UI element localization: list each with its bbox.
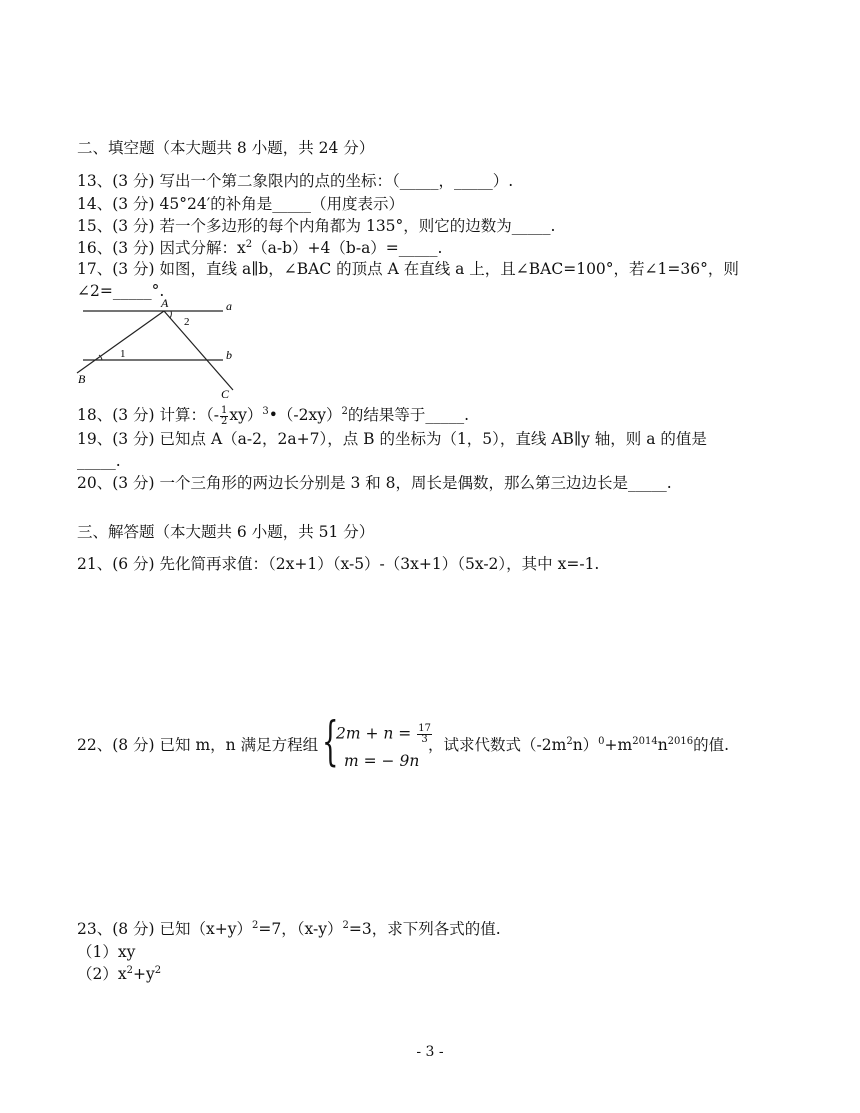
q23-text-a: 23、(8 分) 已知（x+y） <box>77 920 253 938</box>
q16-text-b: （a-b）+4（b-a）=_____. <box>252 239 443 257</box>
q22-sup2: 0 <box>598 736 605 747</box>
q22-text-b: ，试求代数式（-2m <box>428 736 567 754</box>
angle-2-arc <box>170 311 171 318</box>
label-2: 2 <box>184 316 190 328</box>
q18-text-d: 的结果等于_____. <box>347 406 470 424</box>
question-18 <box>77 405 469 427</box>
q23-p2-text-b: +y <box>132 965 155 983</box>
q22-text-e: n <box>657 736 668 754</box>
section-3-heading: 三、解答题（本大题共 6 小题，共 51 分） <box>77 523 375 541</box>
question-16 <box>77 238 442 258</box>
q23-text-b: =7，（x-y） <box>258 920 343 938</box>
question-15: 15、(3 分) 若一个多边形的每个内角都为 135°，则它的边数为_____. <box>77 217 556 235</box>
q22-sup4: 2016 <box>667 736 694 747</box>
label-a: a <box>226 299 232 313</box>
q22-sup1: 2 <box>566 736 573 747</box>
q18-sup2: 2 <box>341 406 348 417</box>
q22-text-d: +m <box>604 736 633 754</box>
q23-sup2: 2 <box>342 920 349 931</box>
eq1-text: 2m + n = <box>336 724 412 743</box>
q18-text-a: 18、(3 分) 计算：（- <box>77 406 220 424</box>
q18-frac-num: 1 <box>221 404 228 416</box>
eq1-frac-den: 3 <box>421 734 428 745</box>
question-13: 13、(3 分) 写出一个第二象限内的点的坐标：（_____，_____）. <box>77 172 514 190</box>
section-2-heading: 二、填空题（本大题共 8 小题，共 24 分） <box>77 139 375 157</box>
question-17-line2: ∠2=_____°. <box>77 282 165 300</box>
system-brace: { <box>322 712 339 772</box>
q18-fraction <box>220 406 228 427</box>
question-17-line1: 17、(3 分) 如图，直线 a∥b，∠BAC 的顶点 A 在直线 a 上，且∠BAC=100°，若∠1=36°，则 <box>77 260 739 278</box>
q18-sup1: 3 <box>262 406 269 417</box>
q23-p2-sup1: 2 <box>126 965 133 976</box>
q16-sup: 2 <box>245 239 253 250</box>
label-b: b <box>226 348 232 362</box>
question-23-part2 <box>77 964 161 984</box>
label-1: 1 <box>120 348 126 360</box>
parallel-lines-figure <box>75 298 245 400</box>
question-22-suffix <box>428 735 729 755</box>
question-20: 20、(3 分) 一个三角形的两边长分别是 3 和 8，周长是偶数，那么第三边边长是_____. <box>77 474 672 492</box>
question-22-prefix: 22、(8 分) 已知 m，n 满足方程组 <box>77 736 319 754</box>
question-14: 14、(3 分) 45°24′的补角是_____（用度表示） <box>77 195 404 213</box>
eq1-frac-num: 17 <box>418 723 431 734</box>
figure-svg <box>75 298 245 400</box>
page-number: - 3 - <box>416 1044 444 1060</box>
question-19-line1: 19、(3 分) 已知点 A（a-2，2a+7），点 B 的坐标为（1，5），直线 AB∥y 轴，则 a 的值是 <box>77 430 707 448</box>
q23-sup1: 2 <box>252 920 259 931</box>
equation-system <box>322 712 432 774</box>
segment-AB <box>77 311 164 373</box>
q22-text-c: n） <box>572 736 599 754</box>
q16-text-a: 16、(3 分) 因式分解：x <box>77 239 246 257</box>
q18-frac-den: 2 <box>221 415 228 427</box>
q23-p2-sup2: 2 <box>154 965 162 976</box>
label-C: C <box>221 387 230 400</box>
q18-text-c: •（-2xy） <box>268 406 342 424</box>
q23-p2-text-a: （2）x <box>77 965 127 983</box>
q22-text-f: 的值. <box>693 736 730 754</box>
segment-AC <box>164 311 233 390</box>
question-21: 21、(6 分) 先化简再求值：（2x+1）（x-5）-（3x+1）（5x-2），其中 x=-1. <box>77 555 600 573</box>
question-19-line2: _____. <box>77 452 121 470</box>
q22-sup3: 2014 <box>632 736 658 747</box>
q23-text-c: =3，求下列各式的值. <box>348 920 501 938</box>
q18-text-b: xy） <box>229 406 263 424</box>
question-23-part1: （1）xy <box>77 943 136 961</box>
equation-1 <box>336 724 433 745</box>
label-B: B <box>78 372 86 386</box>
label-A: A <box>161 298 169 310</box>
equation-2: m = − 9n <box>344 752 420 770</box>
question-23 <box>77 919 501 939</box>
